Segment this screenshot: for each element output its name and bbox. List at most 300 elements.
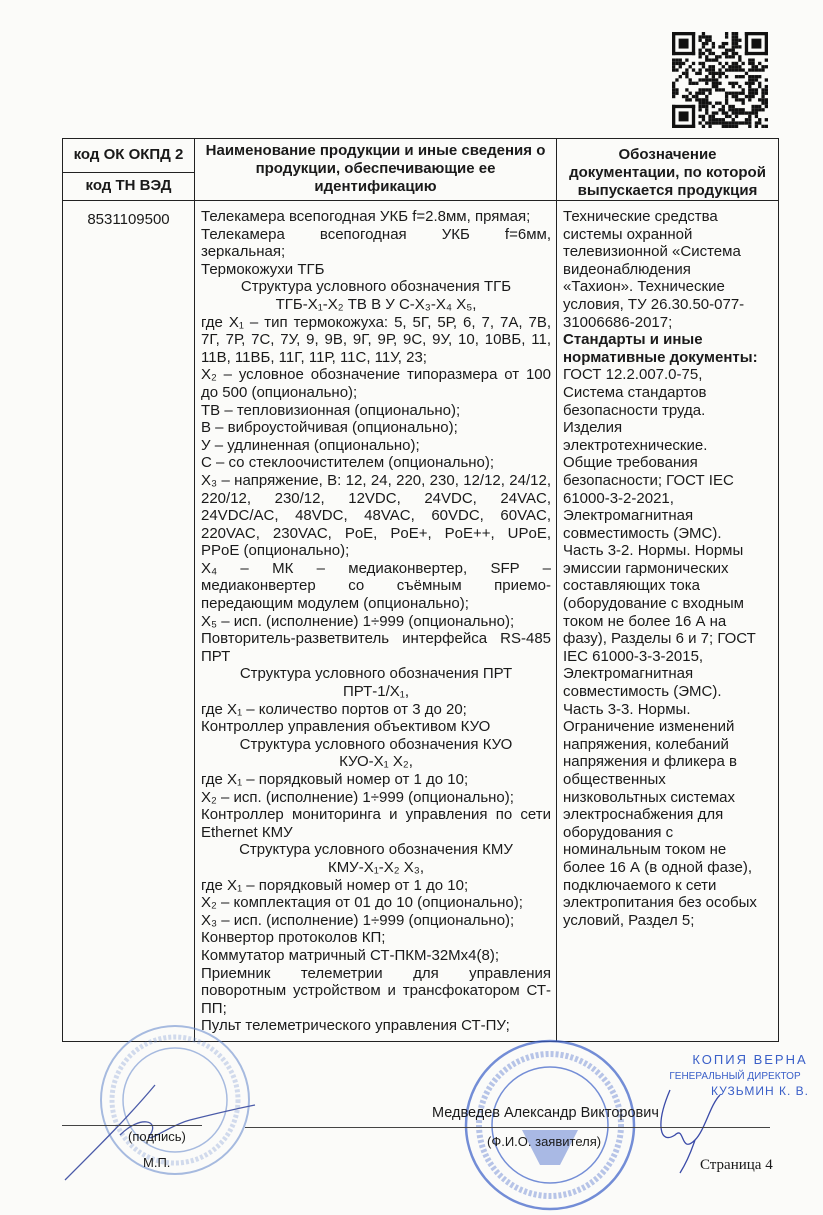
qr-module	[765, 102, 768, 105]
qr-module	[712, 85, 715, 88]
qr-module	[722, 42, 725, 45]
qr-module	[722, 65, 725, 68]
documentation-line: совместимость (ЭМС).	[563, 524, 722, 542]
product-line: 24VDC/AC, 48VDC, 48VAC, 60VDC, 60VAC,	[201, 507, 551, 525]
documentation-line: Общие требования	[563, 454, 698, 472]
qr-module	[715, 82, 718, 85]
qr-module	[685, 68, 688, 71]
qr-module	[738, 92, 741, 95]
svg-text:КОПИЯ ВЕРНА: КОПИЯ ВЕРНА	[692, 1052, 808, 1067]
qr-module	[765, 92, 768, 95]
qr-module	[725, 49, 728, 52]
qr-module	[755, 111, 758, 114]
qr-module	[675, 62, 678, 65]
qr-module	[732, 45, 735, 48]
qr-module	[732, 111, 735, 114]
qr-module	[738, 85, 741, 88]
qr-module	[732, 65, 735, 68]
qr-module	[742, 108, 745, 111]
qr-module	[761, 95, 764, 98]
qr-module	[698, 49, 701, 52]
qr-module	[705, 108, 708, 111]
qr-module	[695, 95, 698, 98]
qr-module	[675, 78, 678, 81]
product-line: Телекамера всепогодная УКБ f=2.8мм, прямая;	[201, 208, 531, 225]
qr-module	[758, 121, 761, 124]
product-line: КМУ-X₁-X₂ X₃,	[327, 858, 425, 876]
qr-module	[718, 75, 721, 78]
qr-module	[735, 68, 738, 71]
documentation-line: Электромагнитная	[563, 507, 694, 525]
qr-module	[748, 78, 751, 81]
qr-module	[672, 105, 695, 108]
qr-module	[725, 75, 728, 78]
qr-module	[708, 78, 711, 81]
qr-module	[735, 52, 738, 55]
qr-module	[708, 52, 711, 55]
qr-module	[751, 82, 754, 85]
qr-module	[732, 32, 735, 35]
qr-module	[728, 115, 731, 118]
qr-module	[702, 32, 705, 35]
qr-module	[712, 52, 715, 55]
product-line: зеркальная;	[201, 243, 286, 261]
qr-module	[708, 49, 711, 52]
documentation-line: электроснабжения для	[563, 806, 724, 824]
qr-module	[698, 72, 701, 75]
qr-module	[748, 118, 751, 121]
seal-caption: М.П.	[143, 1155, 171, 1170]
product-line: Структура условного обозначения КМУ	[239, 841, 513, 859]
qr-module	[742, 111, 745, 114]
qr-module	[705, 35, 708, 38]
header-tnved: код ТН ВЭД	[63, 172, 195, 200]
qr-module	[732, 52, 735, 55]
qr-module	[689, 92, 692, 95]
qr-module	[725, 102, 728, 105]
qr-module	[735, 75, 738, 78]
qr-module	[748, 98, 751, 101]
qr-module	[718, 45, 721, 48]
qr-module	[755, 121, 758, 124]
header-product-name	[195, 139, 557, 201]
qr-module	[758, 105, 761, 108]
qr-module	[698, 68, 701, 71]
product-line: Конвертор протоколов КП;	[201, 929, 386, 947]
qr-module	[705, 105, 708, 108]
documentation-line: Технические средства	[563, 208, 718, 225]
qr-module	[761, 65, 764, 68]
product-line: Структура условного обозначения ПРТ	[239, 665, 513, 683]
product-line: передающим модулем (опционально);	[201, 595, 469, 613]
product-line: X₂ – комплектация от 01 до 10 (опционально);	[201, 894, 523, 912]
qr-module	[745, 32, 748, 55]
qr-module	[725, 35, 728, 38]
qr-module	[708, 39, 711, 42]
qr-module	[751, 62, 754, 65]
qr-module	[722, 52, 725, 55]
qr-module	[712, 118, 715, 121]
qr-module	[705, 102, 708, 105]
qr-module	[732, 95, 735, 98]
product-line: где X₁ – тип термокожуха: 5, 5Г, 5Р, 6, 7, 7А, 7В,	[201, 313, 551, 331]
qr-module	[745, 32, 768, 35]
product-line: ПРТ	[201, 647, 231, 665]
qr-module	[748, 115, 751, 118]
qr-module	[708, 68, 711, 71]
qr-module	[705, 98, 708, 101]
product-line: 220/12, 230/12, 12VDC, 24VDC, 24VAC,	[201, 489, 551, 507]
qr-module	[725, 95, 728, 98]
qr-module	[738, 75, 741, 78]
qr-module	[758, 62, 761, 65]
qr-module	[672, 32, 695, 35]
documentation-line: IEC 61000-3-3-2015,	[563, 647, 704, 665]
product-line: X₂ – условное обозначение типоразмера от 100	[201, 366, 551, 384]
qr-module	[742, 98, 745, 101]
qr-module	[672, 68, 675, 71]
qr-module	[738, 121, 741, 124]
product-line: PPoE (опционально);	[201, 542, 350, 560]
qr-module	[712, 75, 715, 78]
product-table	[62, 138, 779, 1042]
product-line: X₅ – исп. (исполнение) 1÷999 (опционально);	[201, 612, 515, 630]
qr-module	[765, 58, 768, 61]
qr-module	[735, 121, 738, 124]
documentation-line: Изделия	[563, 419, 623, 437]
qr-module	[705, 121, 708, 124]
qr-module	[675, 92, 678, 95]
qr-module	[728, 108, 731, 111]
qr-module	[672, 58, 675, 61]
qr-module	[755, 105, 758, 108]
qr-module	[758, 68, 761, 71]
product-line: 11В, 11ВБ, 11Г, 11Р, 11С, 11У, 23;	[201, 348, 427, 366]
qr-module	[712, 65, 715, 68]
qr-module	[738, 39, 741, 42]
qr-module	[748, 121, 751, 124]
qr-module	[708, 115, 711, 118]
qr-module	[755, 78, 758, 81]
qr-module	[698, 105, 701, 108]
header-okpd: код ОК ОКПД 2	[63, 139, 195, 173]
product-line: ТГБ-X₁-X₂ ТВ В У С-X₃-X₄ X₅,	[275, 295, 477, 313]
qr-module	[705, 58, 708, 61]
qr-module	[718, 62, 721, 65]
qr-module	[742, 121, 745, 124]
applicant-name: Медведев Александр Викторович	[432, 1105, 659, 1121]
qr-module	[675, 88, 678, 91]
product-line: Телекамера всепогодная УКБ f=6мм,	[201, 225, 551, 243]
documentation-line: Часть 3-2. Нормы. Нормы	[563, 542, 744, 560]
qr-module	[735, 82, 738, 85]
documentation-line: общественных	[563, 771, 666, 788]
qr-module	[718, 88, 721, 91]
qr-module	[715, 72, 718, 75]
qr-module	[708, 118, 711, 121]
qr-module	[735, 65, 738, 68]
documentation-line: более 16 А (в одной фазе),	[563, 858, 753, 876]
qr-module	[725, 98, 728, 101]
qr-module	[732, 108, 735, 111]
qr-module	[695, 92, 698, 95]
documentation-line: телевизионной «Система	[563, 243, 741, 261]
product-line: Пульт телеметрического управления СТ-ПУ;	[201, 1017, 510, 1035]
qr-module	[715, 85, 718, 88]
qr-module	[702, 125, 705, 128]
applicant-caption: (Ф.И.О. заявителя)	[487, 1134, 602, 1149]
qr-module	[732, 92, 735, 95]
qr-module	[698, 39, 701, 42]
qr-module	[725, 125, 728, 128]
qr-module	[672, 52, 695, 55]
qr-module	[679, 39, 689, 49]
qr-module	[758, 85, 761, 88]
documentation-line: напряжения, колебаний	[563, 735, 729, 753]
qr-module	[728, 65, 731, 68]
product-line: У – удлиненная (опционально);	[201, 436, 420, 454]
qr-module	[708, 121, 711, 124]
qr-module	[735, 35, 738, 38]
qr-module	[735, 62, 738, 65]
qr-module	[698, 62, 701, 65]
product-line: до 500 (опционально);	[201, 383, 358, 401]
signature-caption: (подпись)	[128, 1129, 186, 1144]
qr-module	[722, 105, 725, 108]
qr-module	[702, 62, 705, 65]
qr-module	[705, 49, 708, 52]
qr-module	[708, 125, 711, 128]
qr-module	[765, 78, 768, 81]
product-description	[195, 201, 557, 1042]
qr-module	[679, 65, 682, 68]
header-text: Обозначение	[618, 146, 717, 163]
documentation-line: 61000-3-2-2021,	[563, 489, 674, 507]
qr-module	[712, 111, 715, 114]
qr-module	[732, 62, 735, 65]
qr-module	[748, 75, 751, 78]
qr-module	[735, 92, 738, 95]
qr-module	[722, 45, 725, 48]
qr-code	[672, 32, 768, 128]
qr-module	[728, 92, 731, 95]
qr-module	[685, 72, 688, 75]
documentation-line: оборудования с	[563, 823, 674, 841]
qr-module	[712, 45, 715, 48]
qr-module	[715, 102, 718, 105]
qr-module	[698, 78, 701, 81]
qr-module	[761, 108, 764, 111]
qr-module	[728, 68, 731, 71]
product-line: Термокожухи ТГБ	[201, 260, 325, 278]
qr-module	[751, 39, 761, 49]
qr-module	[758, 98, 761, 101]
qr-module	[698, 52, 701, 55]
qr-module	[698, 88, 701, 91]
qr-module	[682, 62, 685, 65]
qr-module	[682, 72, 685, 75]
qr-module	[751, 92, 754, 95]
qr-module	[725, 42, 728, 45]
qr-module	[765, 98, 768, 101]
qr-module	[732, 49, 735, 52]
qr-module	[712, 115, 715, 118]
documentation-line: совместимость (ЭМС).	[563, 683, 722, 701]
qr-module	[672, 32, 675, 55]
qr-module	[758, 118, 761, 121]
qr-module	[748, 88, 751, 91]
qr-module	[695, 98, 698, 101]
qr-module	[702, 102, 705, 105]
documentation-line: электротехнические.	[563, 436, 708, 454]
product-line: где X₁ – количество портов от 3 до 20;	[201, 700, 467, 718]
qr-module	[742, 92, 745, 95]
qr-module	[735, 108, 738, 111]
qr-module	[751, 88, 754, 91]
qr-module	[758, 75, 761, 78]
qr-module	[702, 88, 705, 91]
qr-module	[685, 95, 688, 98]
qr-module	[732, 118, 735, 121]
product-line: 7Г, 7Р, 7С, 7У, 9, 9В, 9Г, 9Р, 9С, 9У, 10, 10ВБ, 11,	[201, 331, 551, 349]
qr-module	[728, 121, 731, 124]
qr-module	[698, 35, 701, 38]
qr-module	[732, 82, 735, 85]
qr-module	[751, 68, 754, 71]
documentation-line: условия, ТУ 26.30.50-077-	[563, 295, 745, 313]
qr-module	[738, 45, 741, 48]
qr-module	[722, 118, 725, 121]
qr-module	[712, 82, 715, 85]
qr-module	[732, 39, 735, 42]
product-line: поворотным устройством и трансфокатором СТ-	[201, 982, 551, 1000]
qr-module	[702, 65, 705, 68]
qr-module	[675, 68, 678, 71]
qr-module	[735, 95, 738, 98]
qr-module	[708, 65, 711, 68]
qr-module	[702, 35, 705, 38]
qr-module	[748, 62, 751, 65]
qr-module	[738, 58, 741, 61]
documentation-line: безопасности труда.	[563, 401, 706, 419]
qr-module	[702, 45, 705, 48]
qr-module	[692, 62, 695, 65]
qr-module	[728, 49, 731, 52]
qr-module	[758, 82, 761, 85]
documentation-line: Электромагнитная	[563, 665, 694, 683]
qr-module	[702, 52, 705, 55]
qr-module	[728, 82, 731, 85]
qr-module	[689, 98, 692, 101]
qr-module	[695, 82, 698, 85]
qr-module	[698, 121, 701, 124]
qr-module	[732, 35, 735, 38]
qr-module	[725, 68, 728, 71]
qr-module	[722, 88, 725, 91]
qr-module	[761, 92, 764, 95]
qr-module	[718, 102, 721, 105]
qr-module	[751, 105, 754, 108]
qr-module	[679, 111, 689, 121]
qr-module	[732, 105, 735, 108]
qr-module	[672, 65, 675, 68]
header-text: идентификацию	[314, 178, 437, 195]
qr-module	[722, 72, 725, 75]
qr-module	[692, 82, 695, 85]
documentation-line: (оборудование с входным	[563, 595, 744, 613]
qr-module	[748, 68, 751, 71]
qr-module	[738, 65, 741, 68]
qr-module	[715, 58, 718, 61]
page-number: Страница 4	[700, 1157, 773, 1173]
qr-module	[685, 98, 688, 101]
qr-module	[738, 98, 741, 101]
qr-module	[705, 75, 708, 78]
qr-module	[745, 121, 748, 124]
product-line: X₂ – исп. (исполнение) 1÷999 (опционально);	[201, 788, 514, 806]
product-line: С – со стеклоочистителем (опционально);	[201, 454, 495, 472]
header-documentation	[557, 139, 779, 201]
qr-module	[702, 92, 705, 95]
product-line: Структура условного обозначения КУО	[239, 735, 513, 753]
qr-module	[745, 95, 748, 98]
qr-module	[742, 75, 745, 78]
qr-module	[702, 105, 705, 108]
qr-module	[718, 55, 721, 58]
tnved-code: 8531109500	[63, 201, 195, 1042]
qr-module	[738, 111, 741, 114]
documentation-line: фазу), Разделы 6 и 7; ГОСТ	[563, 630, 756, 648]
qr-module	[672, 125, 695, 128]
qr-module	[725, 62, 728, 65]
product-line: ПП;	[201, 999, 227, 1017]
qr-module	[725, 92, 728, 95]
product-line: X₃ – напряжение, В: 12, 24, 220, 230, 12/12, 24/12,	[201, 471, 551, 489]
qr-module	[705, 68, 708, 71]
qr-module	[732, 68, 735, 71]
qr-module	[732, 125, 735, 128]
qr-module	[725, 52, 728, 55]
qr-module	[722, 121, 725, 124]
header-text: Наименование продукции и иные сведения о	[205, 142, 546, 159]
product-line: Приемник телеметрии для управления	[201, 964, 551, 982]
qr-module	[672, 95, 675, 98]
qr-module	[712, 121, 715, 124]
qr-module	[755, 108, 758, 111]
qr-module	[725, 55, 728, 58]
qr-module	[755, 92, 758, 95]
table-row	[63, 201, 779, 1042]
product-line: КУО-X₁ X₂,	[339, 753, 413, 771]
qr-module	[728, 55, 731, 58]
qr-module	[755, 65, 758, 68]
documentation-line: Ограничение изменений	[563, 718, 735, 736]
documentation-line: номинальным током не	[563, 841, 727, 859]
qr-module	[705, 82, 708, 85]
documentation-line: нормативные документы:	[563, 348, 758, 366]
documentation-line: Часть 3-3. Нормы.	[563, 700, 691, 718]
qr-module	[761, 68, 764, 71]
qr-module	[735, 45, 738, 48]
qr-module	[745, 72, 748, 75]
qr-module	[692, 32, 695, 55]
qr-module	[745, 52, 768, 55]
qr-module	[718, 108, 721, 111]
qr-module	[755, 125, 758, 128]
qr-module	[705, 39, 708, 42]
qr-module	[728, 105, 731, 108]
qr-module	[672, 85, 675, 88]
